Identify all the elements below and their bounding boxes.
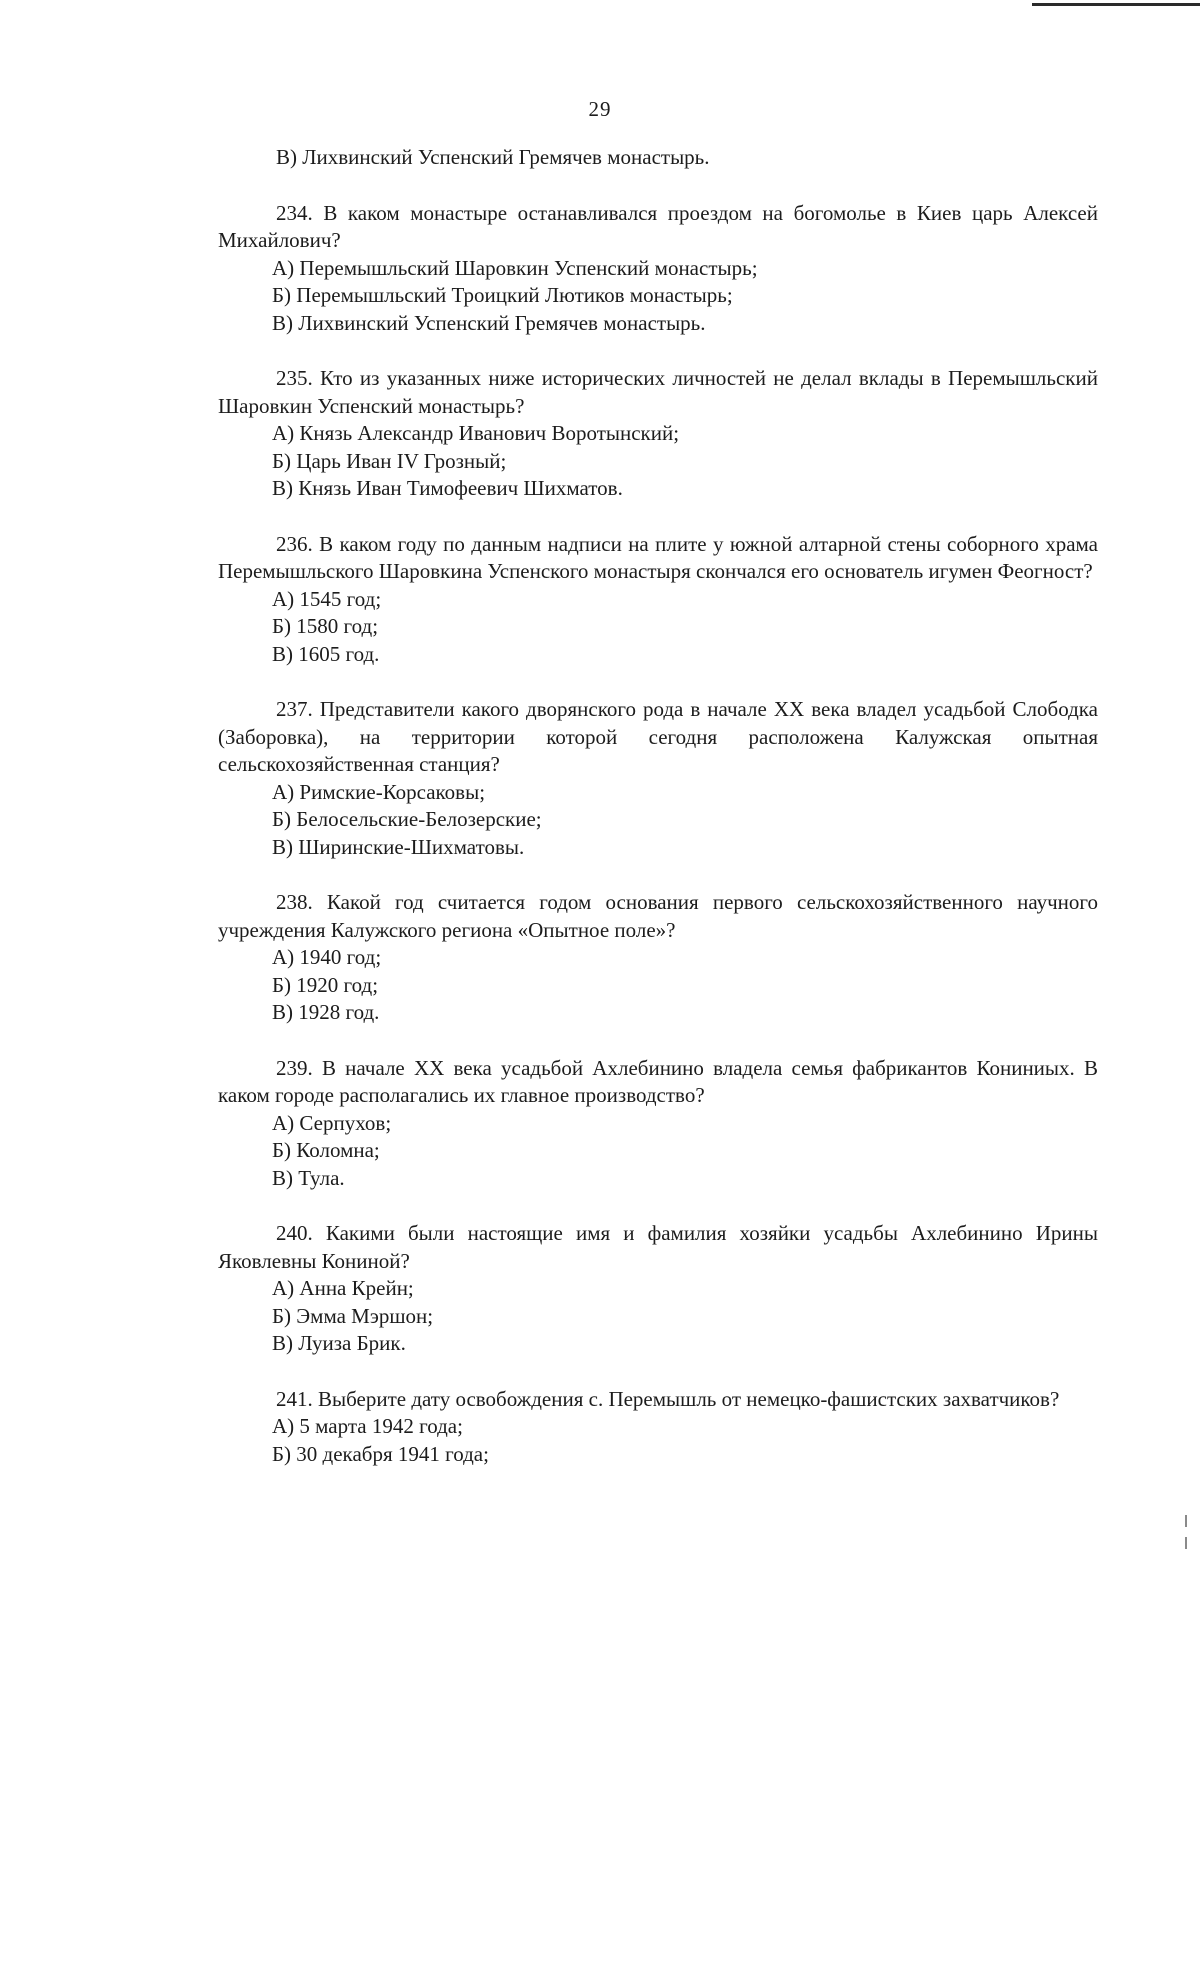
question-text: 235. Кто из указанных ниже исторических личностей не делал вклады в Перемышльский Шаровкин Успенский монастырь? [218, 366, 1098, 418]
answer-list [218, 1413, 1098, 1468]
question-block [218, 531, 1098, 669]
scan-border-mark [1032, 3, 1200, 6]
page-number: 29 [588, 97, 612, 121]
answer-option: Б) Белосельские-Белозерские; [272, 807, 542, 831]
question-block [218, 1055, 1098, 1193]
answer-option: Б) Коломна; [272, 1138, 380, 1162]
scan-edge-speck [1185, 1515, 1187, 1527]
question-text: 241. Выберите дату освобождения с. Перемышль от немецко-фашистских захватчиков? [276, 1386, 1060, 1411]
answer-option: А) Анна Крейн; [272, 1276, 414, 1300]
question-block [218, 200, 1098, 338]
answer-option: Б) 1580 год; [272, 614, 379, 638]
answer-option: Б) 30 декабря 1941 года; [272, 1441, 489, 1466]
answer-option: А) Римские-Корсаковы; [272, 779, 486, 804]
question-block [218, 889, 1098, 1027]
answer-option: В) Тула. [272, 1165, 345, 1190]
question-text: 238. Какой год считается годом основания первого сельскохозяйственного научного учреждения Калужского региона «Опытное поле»? [218, 890, 1098, 942]
answer-option: Б) Перемышльский Троицкий Лютиков монастырь; [272, 283, 733, 307]
question-list [218, 200, 1098, 1469]
answer-option: А) Перемышльский Шаровкин Успенский монастырь; [272, 255, 758, 280]
carried-over-answer: В) Лихвинский Успенский Гремячев монастырь. [276, 145, 710, 169]
answer-list [218, 586, 1098, 669]
question-block [218, 365, 1098, 503]
answer-list [218, 944, 1098, 1027]
answer-option: Б) 1920 год; [272, 972, 379, 997]
question-text: 234. В каком монастыре останавливался проездом на богомолье в Киев царь Алексей Михайлович? [218, 200, 1098, 252]
answer-list [218, 255, 1098, 338]
question-text: 236. В каком году по данным надписи на плите у южной алтарной стены соборного храма Перемышльского Шаровкина Успенского монастыря скончался его основатель игумен Феогност? [218, 531, 1098, 583]
question-text: 237. Представители какого дворянского рода в начале XX века владел усадьбой Слободка (Заборовка), на территории которой сегодня расположена Калужская опытная сельскохозяйственная станция? [218, 697, 1098, 776]
answer-option: А) 1545 год; [272, 586, 382, 611]
answer-option: В) Князь Иван Тимофеевич Шихматов. [272, 476, 623, 500]
question-block [218, 696, 1098, 861]
answer-option: В) 1605 год. [272, 641, 380, 666]
answer-list [218, 420, 1098, 503]
question-block [218, 1386, 1098, 1469]
answer-option: В) 1928 год. [272, 1000, 380, 1024]
answer-list [218, 1275, 1098, 1358]
quiz-content [218, 144, 1098, 1468]
answer-option: А) 5 марта 1942 года; [272, 1414, 463, 1438]
answer-option: В) Ширинские-Шихматовы. [272, 834, 525, 859]
answer-option: Б) Эмма Мэршон; [272, 1303, 434, 1328]
answer-option: В) Луиза Брик. [272, 1331, 406, 1355]
answer-option: А) Князь Александр Иванович Воротынский; [272, 421, 680, 445]
answer-option: В) Лихвинский Успенский Гремячев монастырь. [272, 310, 706, 335]
answer-option: Б) Царь Иван IV Грозный; [272, 448, 507, 473]
answer-list [218, 1110, 1098, 1193]
question-text: 239. В начале XX века усадьбой Ахлебинино владела семья фабрикантов Кониниых. В каком городе располагались их главное производство? [218, 1055, 1098, 1107]
question-block [218, 1220, 1098, 1358]
question-text: 240. Какими были настоящие имя и фамилия хозяйки усадьбы Ахлебинино Ирины Яковлевны Кониной? [218, 1221, 1098, 1273]
answer-option: А) Серпухов; [272, 1110, 392, 1135]
answer-list [218, 779, 1098, 862]
scan-edge-speck [1185, 1537, 1187, 1549]
answer-option: А) 1940 год; [272, 945, 382, 969]
